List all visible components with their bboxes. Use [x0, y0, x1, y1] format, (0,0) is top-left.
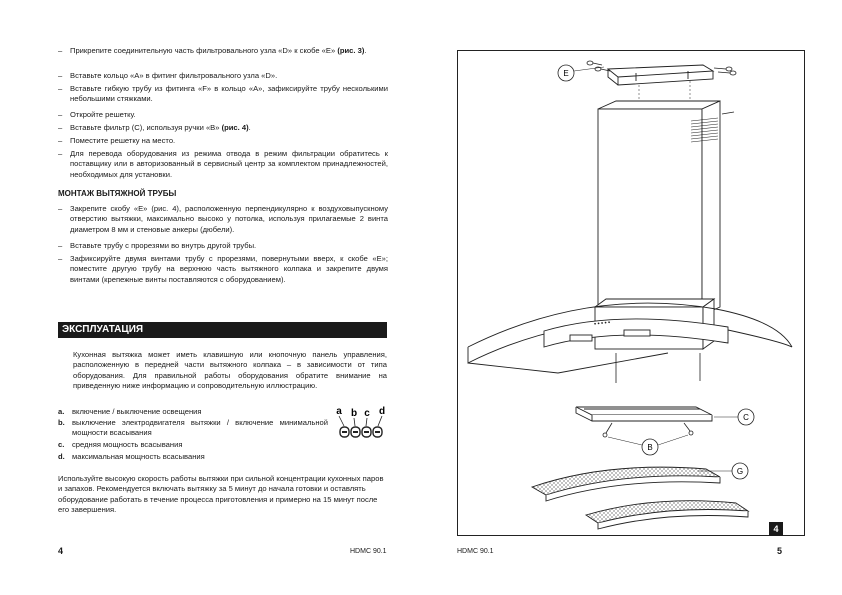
- bullet-dash: –: [58, 84, 63, 93]
- panel-button-d: [373, 427, 382, 437]
- chimney-upper: [598, 101, 720, 315]
- bullet-main-text: Вставьте трубу с прорезями во внутрь другой трубы.: [70, 241, 257, 250]
- control-item-2: [58, 440, 328, 450]
- control-item-text: средняя мощность всасывания: [72, 440, 183, 449]
- bullet-text: [70, 136, 388, 146]
- bullet-suffix: .: [248, 123, 251, 132]
- panel-button-c: [362, 427, 371, 437]
- bullet-main-text: Вставьте фильтр (C), используя ручки «B»: [70, 123, 220, 132]
- bullet-dash: –: [58, 136, 63, 145]
- assembly-step-4: [58, 123, 388, 133]
- callout-c: [714, 409, 754, 425]
- panel-button-a: [340, 427, 349, 437]
- bullet-text: [70, 254, 388, 285]
- bullet-main-text: Прикрепите соединительную часть фильтровального узла «D» к скобе «E»: [70, 46, 336, 55]
- duct-step-0: [58, 204, 388, 235]
- duct-step-2: [58, 254, 388, 285]
- svg-text:E: E: [563, 69, 569, 78]
- screws-top: [587, 61, 736, 75]
- handles-b: [603, 423, 693, 437]
- hood-exploded-diagram: [458, 51, 804, 535]
- assembly-step-0: [58, 46, 388, 56]
- bullet-suffix: .: [364, 46, 367, 55]
- model-footer-right: HDMC 90.1: [457, 548, 494, 555]
- bullet-main-text: Вставьте гибкую трубу из фитинга «F» в кольцо «A», зафиксируйте трубу несколькими небольшими стяжками.: [70, 84, 388, 104]
- bullet-text: [70, 149, 388, 180]
- control-item-letter: a.: [58, 407, 65, 416]
- bullet-dash: –: [58, 254, 63, 263]
- bullet-main-text: Поместите решетку на место.: [70, 136, 176, 145]
- control-item-text: максимальная мощность всасывания: [72, 452, 205, 461]
- bullet-text: [70, 110, 388, 120]
- bullet-dash: –: [58, 149, 63, 158]
- bullet-figure-ref: (рис. 4): [221, 123, 249, 132]
- duct-step-1: [58, 241, 388, 251]
- panel-label-a: a: [336, 406, 342, 417]
- panel-label-b: b: [350, 408, 358, 419]
- bullet-text: [70, 123, 388, 133]
- right-page: [421, 0, 842, 595]
- bullet-main-text: Откройте решетку.: [70, 110, 136, 119]
- operation-recommendation: Используйте высокую скорость работы вытяжки при сильной концентрации кухонных паров и запахов. Рекомендуется включать вытяжку за 5 минут до начала готовки и оставлять оборудование работать в течение процесса приготовления и примерно на 15 минут после его завершения.: [58, 474, 384, 515]
- control-panel-print: ● ● ● ● ●: [593, 319, 611, 326]
- svg-text:C: C: [743, 413, 749, 422]
- bullet-figure-ref: (рис. 3): [337, 46, 365, 55]
- assembly-step-3: [58, 110, 388, 120]
- bullet-text: [70, 71, 388, 81]
- page-number-right: 5: [777, 546, 783, 556]
- bullet-main-text: Для перевода оборудования из режима отвода в режим фильтрации обратитесь к поставщику или в авторизованный в сервисный центр за комплектом принадлежностей, необходимых для установки.: [70, 149, 388, 179]
- grease-filter-lower: [586, 501, 748, 529]
- control-item-3: [58, 452, 328, 462]
- bullet-dash: –: [58, 46, 63, 55]
- bullet-text: [70, 204, 388, 235]
- page-number-left: 4: [58, 546, 64, 556]
- control-item-letter: c.: [58, 440, 65, 449]
- assembly-step-1: [58, 71, 388, 81]
- control-item-letter: d.: [58, 452, 65, 461]
- bullet-dash: –: [58, 110, 63, 119]
- panel-label-c: c: [364, 408, 370, 419]
- section-heading-duct: МОНТАЖ ВЫТЯЖНОЙ ТРУБЫ: [58, 189, 177, 198]
- callout-b: [608, 435, 688, 455]
- control-panel-illustration: [326, 406, 390, 442]
- control-item-text: включение / выключение освещения: [72, 407, 202, 416]
- bullet-dash: –: [58, 204, 63, 213]
- svg-text:B: B: [647, 443, 653, 452]
- bullet-text: [70, 46, 388, 56]
- bullet-dash: –: [58, 71, 63, 80]
- grease-filter-upper: [532, 467, 720, 501]
- bullet-dash: –: [58, 241, 63, 250]
- model-footer-left: HDMC 90.1: [350, 548, 387, 555]
- operation-intro: Кухонная вытяжка может иметь клавишную или кнопочную панель управления, расположенную в передней части вытяжного колпака – в зависимости от типа оборудования. Для правильной работы оборудования обратите внимание на приведенную ниже информацию и сопроводительную иллюстрацию.: [73, 350, 387, 391]
- assembly-step-6: [58, 149, 388, 180]
- assembly-step-2: [58, 84, 388, 105]
- control-item-letter: b.: [58, 418, 65, 427]
- filter-frame-c: [576, 407, 712, 421]
- section-banner-operation: ЭКСПЛУАТАЦИЯ: [58, 322, 387, 338]
- bullet-main-text: Закрепите скобу «E» (рис. 4), расположенную перпендикулярно к воздуховыпускному отверстию вытяжки, максимально высоко у потолка, используя прилагаемые 2 винта диаметром 8 мм и стеновые анкеры (дюбели).: [70, 204, 388, 234]
- bullet-text: [70, 84, 388, 105]
- bullet-main-text: Вставьте кольцо «A» в фитинг фильтровального узла «D».: [70, 71, 278, 80]
- bullet-main-text: Зафиксируйте двумя винтами трубу с прорезями, повернутыми вверх, к скобе «E»; поместите другую трубу на верхнюю часть вытяжного колпака и закрепите двумя винтами (крепежные винты поставляются с оборудованием).: [70, 254, 388, 284]
- bullet-text: [70, 241, 388, 251]
- panel-label-d: d: [378, 406, 386, 417]
- bracket-e: [608, 65, 713, 85]
- bullet-dash: –: [58, 123, 63, 132]
- control-item-0: [58, 407, 328, 417]
- figure-number-badge: 4: [769, 522, 783, 536]
- control-item-1: [58, 418, 328, 439]
- assembly-step-5: [58, 136, 388, 146]
- control-item-text: выключение электродвигателя вытяжки / включение минимальной мощности всасывания: [72, 418, 328, 438]
- figure-frame: [457, 50, 805, 536]
- svg-text:G: G: [736, 467, 744, 476]
- panel-button-b: [351, 427, 360, 437]
